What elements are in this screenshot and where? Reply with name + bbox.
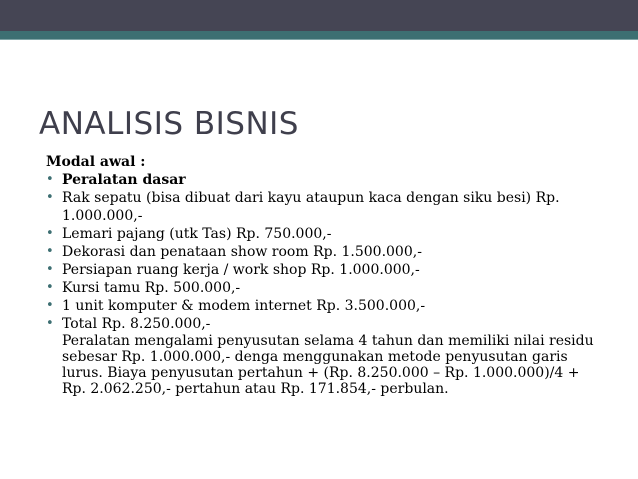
list-item: • 1 unit komputer & modem internet Rp. 3.500.000,- <box>46 298 426 314</box>
bullet-icon: • <box>46 262 54 277</box>
list-item: • Persiapan ruang kerja / work shop Rp. 1.000.000,- <box>46 262 420 278</box>
section-heading: Modal awal : <box>46 154 146 170</box>
bullet-icon: • <box>46 298 54 313</box>
list-item: • Dekorasi dan penataan show room Rp. 1.500.000,- <box>46 244 422 260</box>
bullet-icon: • <box>46 316 54 331</box>
slide-top-bar <box>0 0 638 31</box>
list-item: • Peralatan dasar <box>46 172 186 188</box>
bullet-icon: • <box>46 190 54 205</box>
bullet-list <box>46 171 606 333</box>
list-item: • Total Rp. 8.250.000,- <box>46 316 211 332</box>
depreciation-note: Peralatan mengalami penyusutan selama 4 tahun dan memiliki nilai residu sebesar Rp. 1.000.000,- denga menggunakan metode penyusutan garis lurus. Biaya penyusutan pertahun + (Rp. 8.250.000 – Rp. 1.000.000)/4 + Rp. 2.062.250,- pertahun atau Rp. 171.854,- perbulan. <box>62 333 594 397</box>
bullet-icon: • <box>46 172 54 187</box>
list-item: • Kursi tamu Rp. 500.000,- <box>46 280 241 296</box>
bullet-icon: • <box>46 280 54 295</box>
slide-accent-stripe <box>0 31 638 39</box>
slide-body <box>46 153 606 397</box>
list-item: • Lemari pajang (utk Tas) Rp. 750.000,- <box>46 226 332 242</box>
slide-accent-line <box>0 39 638 40</box>
list-item: • Rak sepatu (bisa dibuat dari kayu ataupun kaca dengan siku besi) Rp. 1.000.000,- <box>46 190 560 224</box>
slide-title: ANALISIS BISNIS <box>39 106 299 142</box>
bullet-icon: • <box>46 244 54 259</box>
bullet-icon: • <box>46 226 54 241</box>
